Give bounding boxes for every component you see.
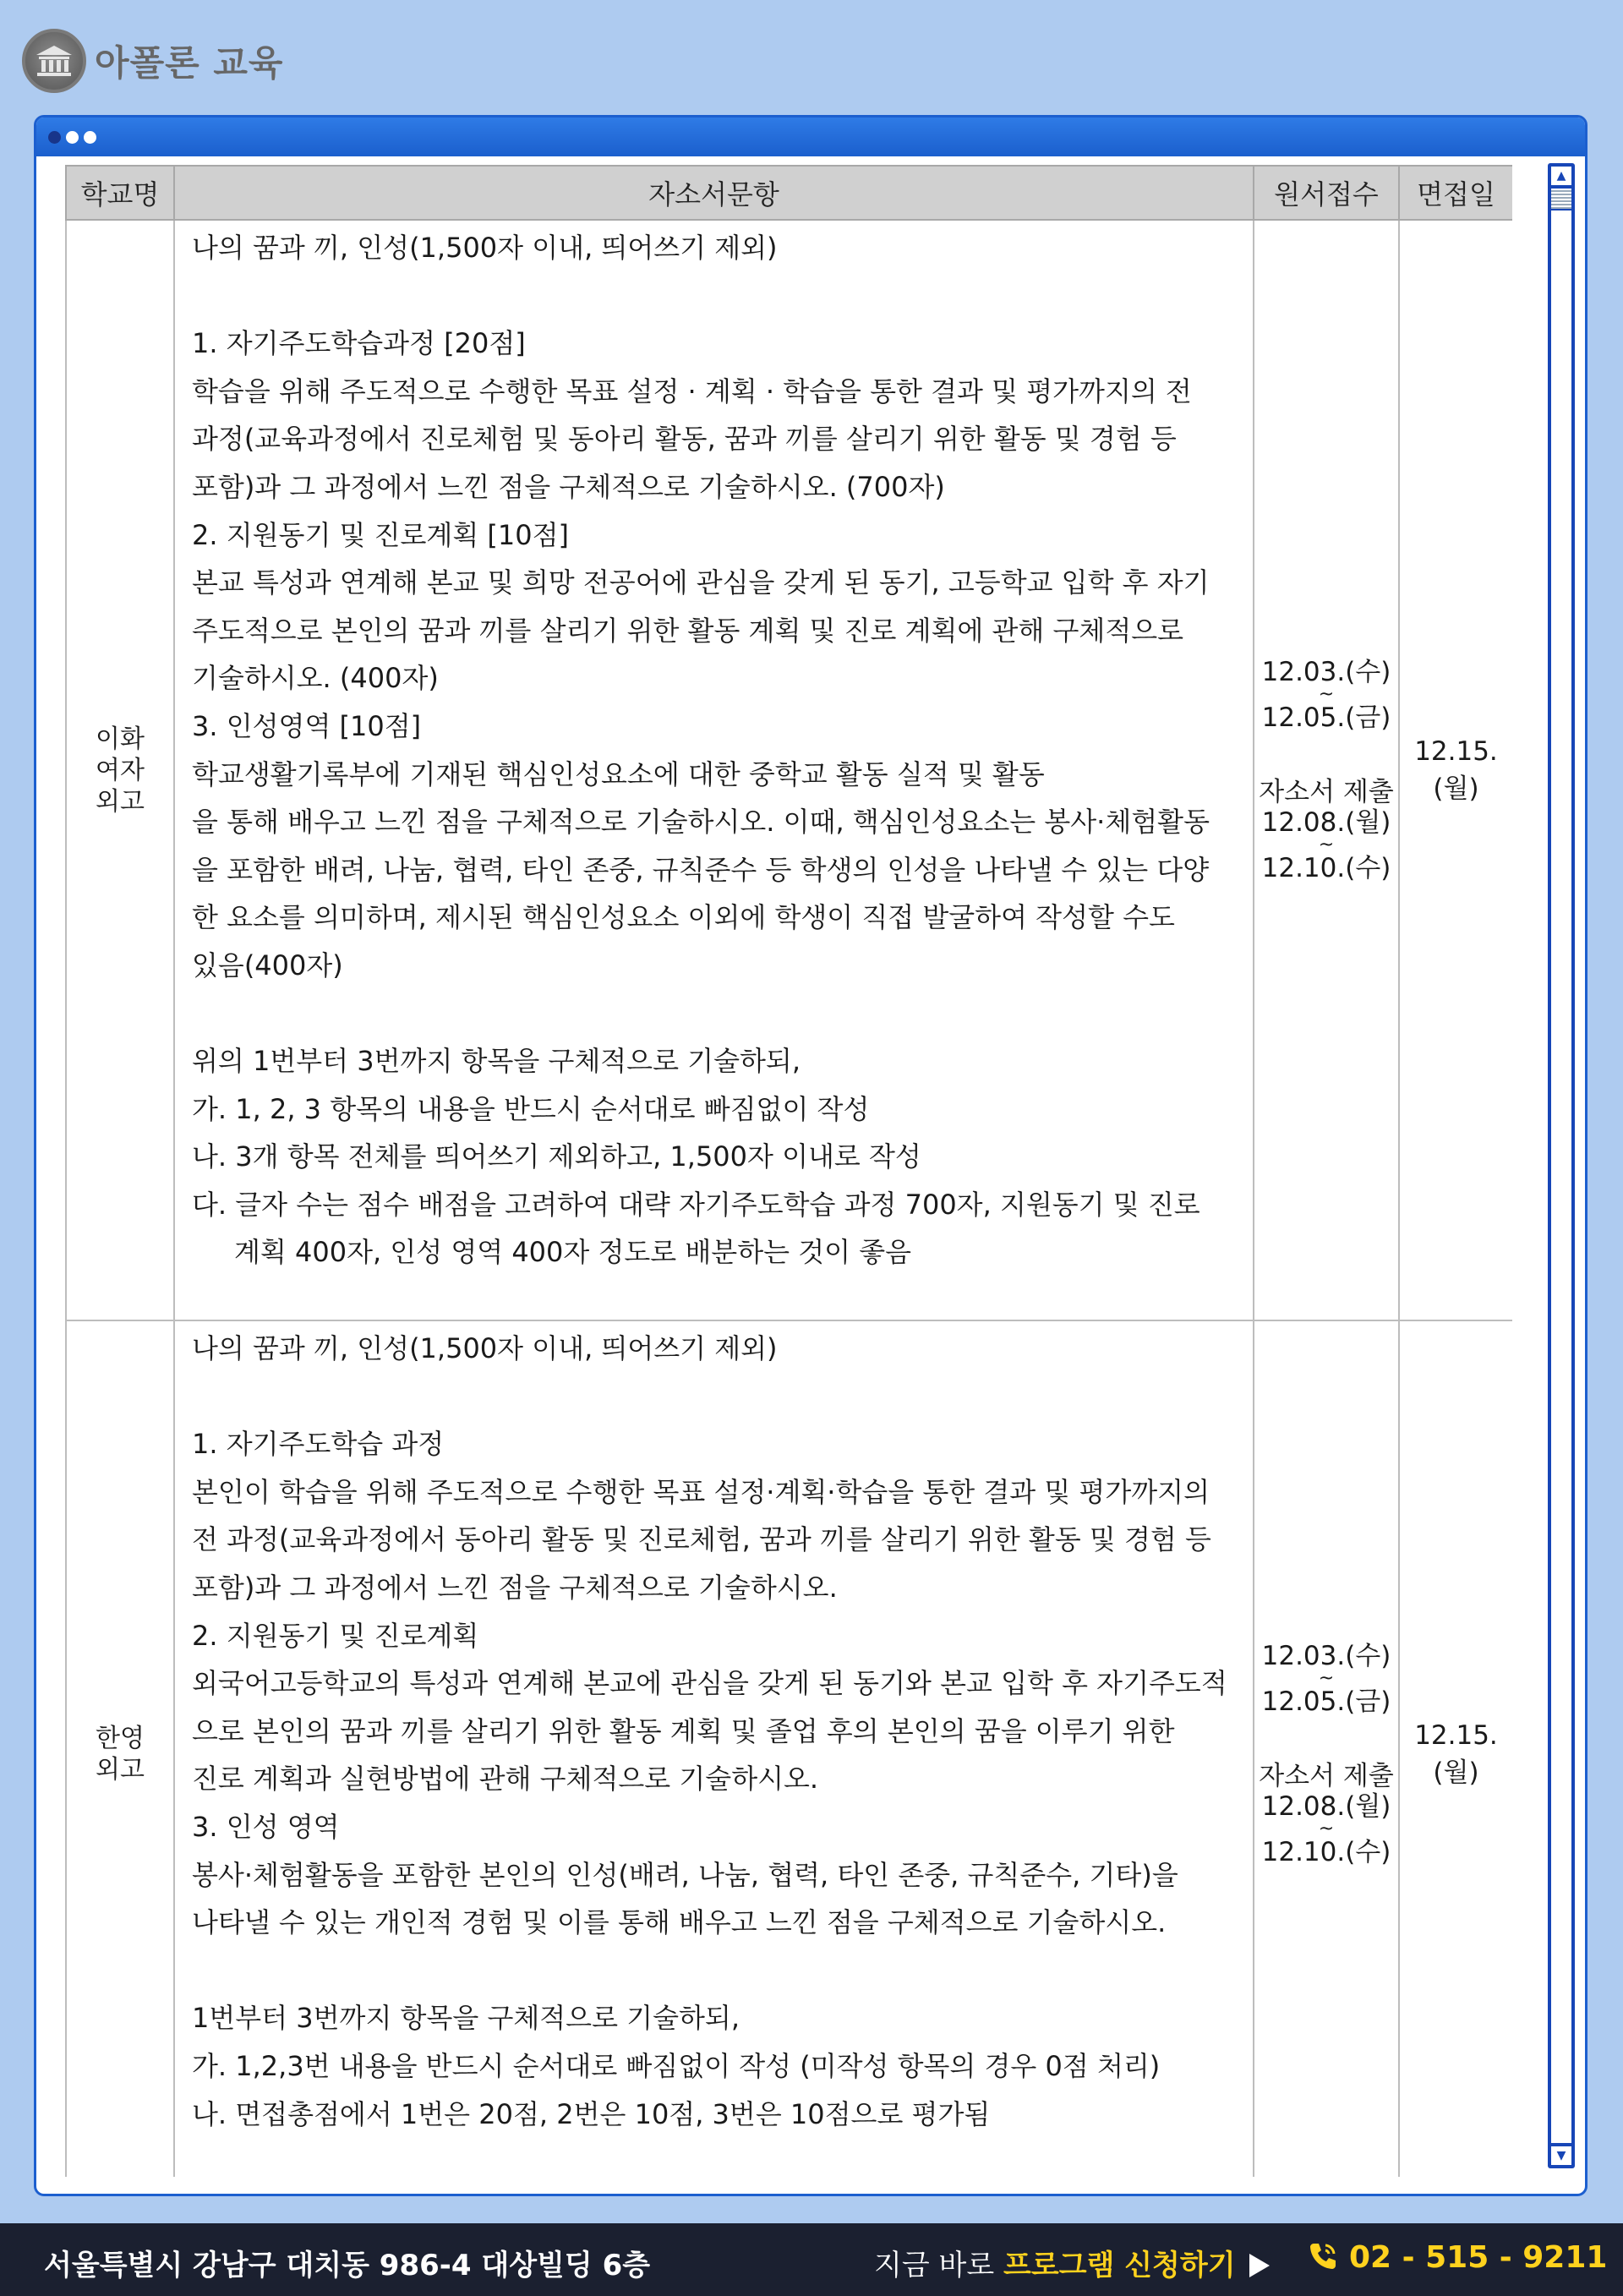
scrollbar-track[interactable] bbox=[1551, 210, 1571, 2143]
phone-link[interactable] bbox=[1307, 2240, 1607, 2275]
scroll-up-arrow-icon[interactable]: ▲ bbox=[1551, 167, 1571, 185]
brand-name: 아폴론 교육 bbox=[95, 42, 284, 84]
essay-line: 2. 지원동기 및 진로계획 [10점] bbox=[192, 518, 570, 551]
essay-line: 포함)과 그 과정에서 느낀 점을 구체적으로 기술하시오. bbox=[192, 1571, 838, 1604]
submit-label: 자소서 제출 bbox=[1259, 777, 1394, 807]
essay-schedule-table bbox=[65, 165, 1512, 2177]
essay-line: 1. 자기주도학습 과정 bbox=[192, 1428, 445, 1461]
essay-line: 다. 글자 수는 점수 배점을 고려하여 대략 자기주도학습 과정 700자, 지원동기 및 진로 bbox=[192, 1188, 1200, 1221]
essay-cell bbox=[174, 220, 1254, 1320]
essay-line: 있음(400자) bbox=[192, 948, 343, 981]
window-dot-icon[interactable] bbox=[48, 131, 61, 144]
submit-end: 12.10.(수) bbox=[1261, 1837, 1391, 1867]
apply-end: 12.05.(금) bbox=[1261, 1686, 1391, 1717]
window-titlebar bbox=[36, 118, 1585, 156]
essay-line: 본인이 학습을 위해 주도적으로 수행한 목표 설정·계획·학습을 통한 결과 및 평가까지의 bbox=[192, 1475, 1210, 1508]
school-name-line: 여자 bbox=[96, 755, 145, 785]
essay-blank-line bbox=[192, 1947, 1243, 1995]
content-window bbox=[34, 115, 1587, 2196]
interview-date-cell: 12.15.(월) bbox=[1399, 220, 1512, 1320]
range-tilde: ~ bbox=[1318, 1818, 1335, 1840]
essay-line: 포함)과 그 과정에서 느낀 점을 구체적으로 기술하시오. (700자) bbox=[192, 470, 945, 503]
header-school: 학교명 bbox=[66, 166, 174, 220]
range-tilde: ~ bbox=[1318, 834, 1335, 856]
table-header-row bbox=[66, 166, 1512, 220]
phone-icon bbox=[1307, 2240, 1339, 2272]
essay-line: 한 요소를 의미하며, 제시된 핵심인성요소 이외에 학생이 직접 발굴하여 작성할 수도 bbox=[192, 901, 1175, 934]
essay-line: 나타낼 수 있는 개인적 경험 및 이를 통해 배우고 느낀 점을 구체적으로 기술하시오. bbox=[192, 1906, 1167, 1939]
essay-line: 나의 꿈과 끼, 인성(1,500자 이내, 띄어쓰기 제외) bbox=[192, 232, 778, 264]
header-essay: 자소서문항 bbox=[174, 166, 1254, 220]
essay-blank-line bbox=[192, 990, 1243, 1038]
program-apply-link[interactable] bbox=[874, 2242, 1270, 2283]
spacer bbox=[1254, 1717, 1398, 1761]
essay-line: 나. 3개 항목 전체를 띄어쓰기 제외하고, 1,500자 이내로 작성 bbox=[192, 1140, 921, 1173]
essay-line: 계획 400자, 인성 영역 400자 정도로 배분하는 것이 좋음 bbox=[234, 1236, 912, 1269]
school-name-line: 이화 bbox=[96, 724, 145, 754]
play-arrow-icon bbox=[1249, 2254, 1270, 2277]
apply-end: 12.05.(금) bbox=[1261, 702, 1391, 733]
school-cell bbox=[66, 220, 174, 1320]
school-name-line: 한영 bbox=[96, 1724, 145, 1753]
essay-line: 을 포함한 배려, 나눔, 협력, 타인 존중, 규칙준수 등 학생의 인성을 나타낼 수 있는 다양 bbox=[192, 853, 1210, 886]
scroll-down-arrow-icon[interactable]: ▼ bbox=[1551, 2146, 1571, 2165]
essay-line: 2. 지원동기 및 진로계획 bbox=[192, 1619, 479, 1652]
essay-line: 나의 꿈과 끼, 인성(1,500자 이내, 띄어쓰기 제외) bbox=[192, 1332, 778, 1364]
submit-end: 12.10.(수) bbox=[1261, 853, 1391, 883]
header-interview: 면접일 bbox=[1399, 166, 1512, 220]
scrollbar-thumb[interactable] bbox=[1551, 189, 1571, 209]
essay-line: 진로 계획과 실현방법에 관해 구체적으로 기술하시오. bbox=[192, 1763, 819, 1796]
table-row bbox=[66, 220, 1512, 1320]
apply-start: 12.03.(수) bbox=[1261, 657, 1391, 687]
essay-line: 으로 본인의 꿈과 끼를 살리기 위한 활동 계획 및 졸업 후의 본인의 꿈을 이루기 위한 bbox=[192, 1714, 1175, 1747]
essay-line: 1. 자기주도학습과정 [20점] bbox=[192, 327, 526, 360]
brand-logo[interactable] bbox=[22, 29, 283, 93]
essay-line: 학습을 위해 주도적으로 수행한 목표 설정 · 계획 · 학습을 통한 결과 및 평가까지의 전 bbox=[192, 374, 1192, 407]
essay-line: 전 과정(교육과정에서 동아리 활동 및 진로체험, 꿈과 끼를 살리기 위한 활동 및 경험 등 bbox=[192, 1523, 1211, 1556]
essay-line: 봉사·체험활동을 포함한 본인의 인성(배려, 나눔, 협력, 타인 존중, 규칙준수, 기타)을 bbox=[192, 1858, 1178, 1891]
essay-cell bbox=[174, 1320, 1254, 2177]
range-tilde: ~ bbox=[1318, 684, 1335, 705]
window-dot-icon[interactable] bbox=[66, 131, 79, 144]
essay-line: 가. 1,2,3번 내용을 반드시 순서대로 빠짐없이 작성 (미작성 항목의 경우 0점 처리) bbox=[192, 2049, 1161, 2082]
essay-line: 본교 특성과 연계해 본교 및 희망 전공어에 관심을 갖게 된 동기, 고등학교 입학 후 자기 bbox=[192, 566, 1210, 599]
essay-line: 학교생활기록부에 기재된 핵심인성요소에 대한 중학교 활동 실적 및 활동 bbox=[192, 757, 1045, 790]
essay-line: 외국어고등학교의 특성과 연계해 본교에 관심을 갖게 된 동기와 본교 입학 후 자기주도적 bbox=[192, 1667, 1227, 1700]
spacer bbox=[1254, 733, 1398, 777]
table-scroll-area[interactable] bbox=[65, 165, 1512, 2177]
essay-line: 가. 1, 2, 3 항목의 내용을 반드시 순서대로 빠짐없이 작성 bbox=[192, 1092, 870, 1125]
submit-start: 12.08.(월) bbox=[1261, 1791, 1391, 1822]
apply-period-cell bbox=[1254, 1320, 1399, 2177]
footer-bar bbox=[0, 2223, 1623, 2296]
essay-line: 과정(교육과정에서 진로체험 및 동아리 활동, 꿈과 끼를 살리기 위한 활동 및 경험 등 bbox=[192, 423, 1177, 456]
table-row bbox=[66, 1320, 1512, 2177]
header-apply: 원서접수 bbox=[1254, 166, 1399, 220]
cta-highlight: 프로그램 신청하기 bbox=[1003, 2249, 1236, 2282]
cta-prefix: 지금 바로 bbox=[874, 2249, 995, 2282]
submit-label: 자소서 제출 bbox=[1259, 1761, 1394, 1791]
essay-line: 3. 인성영역 [10점] bbox=[192, 709, 422, 742]
essay-line: 을 통해 배우고 느낀 점을 구체적으로 기술하시오. 이때, 핵심인성요소는 봉사·체험활동 bbox=[192, 806, 1210, 839]
window-content bbox=[36, 156, 1585, 2194]
school-cell bbox=[66, 1320, 174, 2177]
vertical-scrollbar[interactable] bbox=[1548, 163, 1575, 2168]
essay-line: 위의 1번부터 3번까지 항목을 구체적으로 기술하되, bbox=[192, 1045, 801, 1078]
footer-address: 서울특별시 강남구 대치동 986-4 대상빌딩 6층 bbox=[44, 2249, 651, 2282]
essay-line: 주도적으로 본인의 꿈과 끼를 살리기 위한 활동 계획 및 진로 계획에 관해 구체적으로 bbox=[192, 614, 1184, 647]
apply-start: 12.03.(수) bbox=[1261, 1641, 1391, 1671]
phone-number: 02 - 515 - 9211 bbox=[1349, 2240, 1608, 2275]
range-tilde: ~ bbox=[1318, 1668, 1335, 1689]
essay-line: 기술하시오. (400자) bbox=[192, 662, 439, 695]
submit-start: 12.08.(월) bbox=[1261, 807, 1391, 838]
window-dot-icon[interactable] bbox=[84, 131, 96, 144]
apply-period-cell bbox=[1254, 220, 1399, 1320]
interview-date-cell: 12.15.(월) bbox=[1399, 1320, 1512, 2177]
school-name-line: 외고 bbox=[96, 786, 145, 817]
essay-blank-line bbox=[192, 272, 1243, 320]
building-icon bbox=[22, 29, 86, 93]
school-name-line: 외고 bbox=[96, 1755, 145, 1785]
essay-line: 1번부터 3번까지 항목을 구체적으로 기술하되, bbox=[192, 2002, 740, 2035]
essay-line: 3. 인성 영역 bbox=[192, 1810, 340, 1843]
essay-blank-line bbox=[192, 1373, 1243, 1421]
essay-line: 나. 면접총점에서 1번은 20점, 2번은 10점, 3번은 10점으로 평가됨 bbox=[192, 2097, 991, 2130]
